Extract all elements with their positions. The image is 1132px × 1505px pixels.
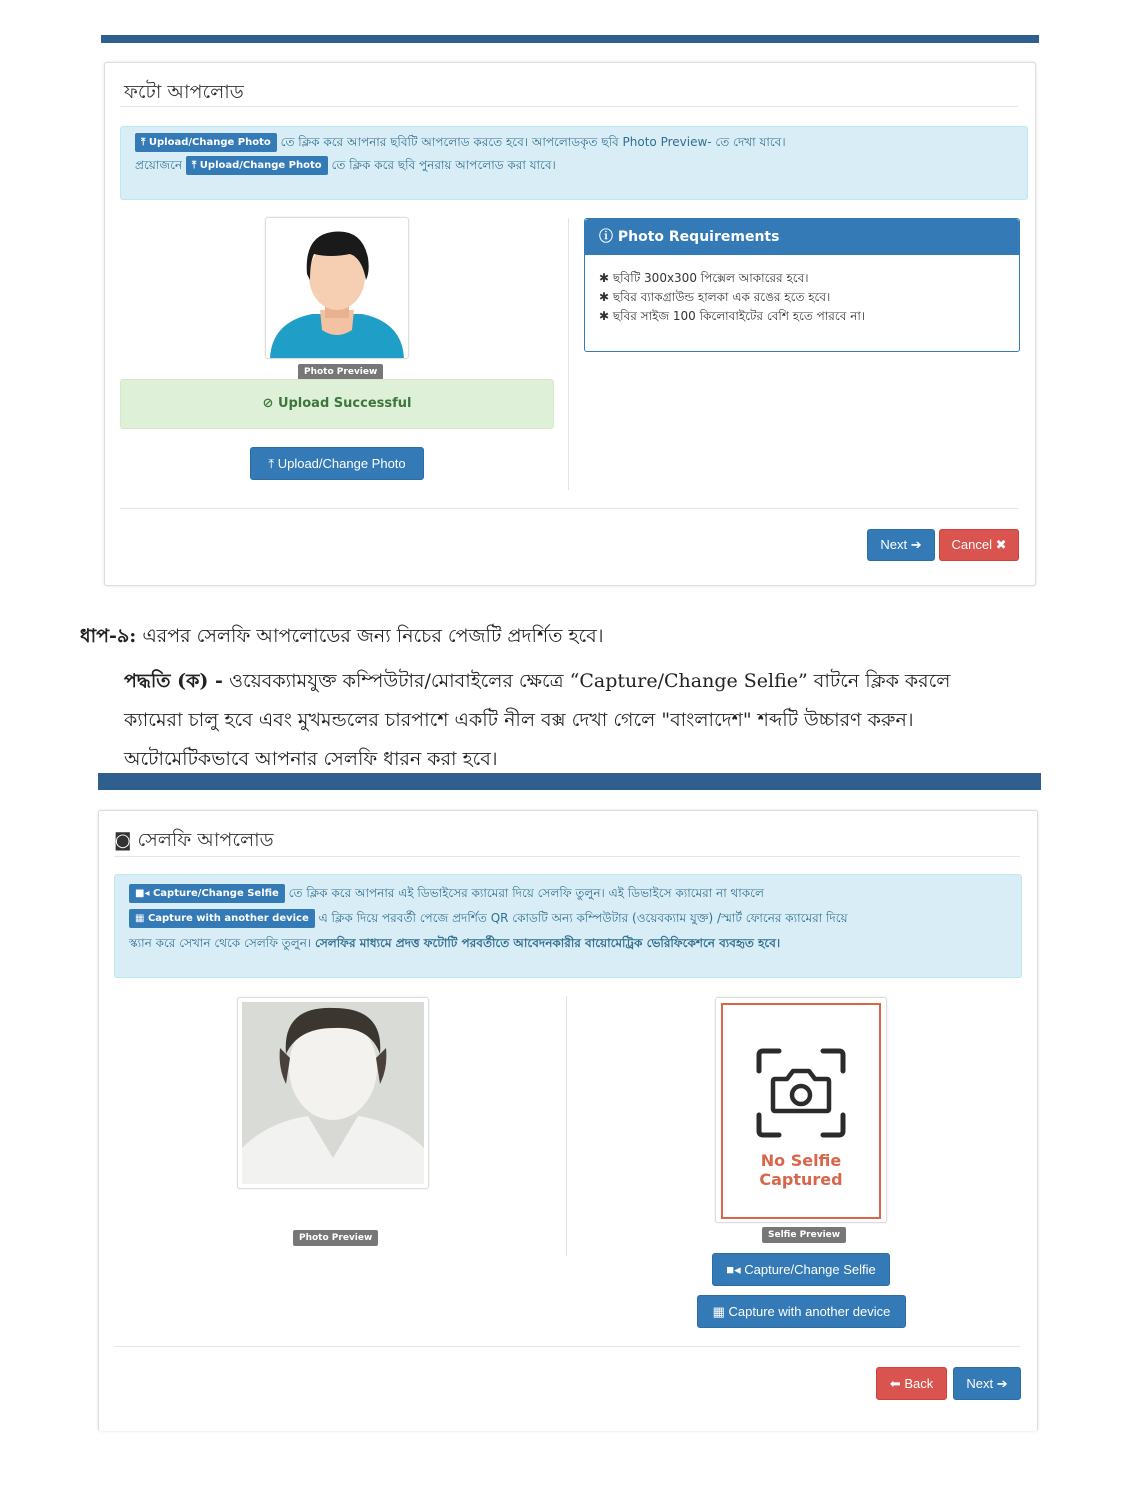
upload-success-alert: ⊘ Upload Successful bbox=[120, 379, 554, 429]
step-heading bbox=[80, 622, 603, 654]
qrcode-icon: ▦ bbox=[712, 1304, 725, 1319]
photo-preview-label: Photo Preview bbox=[298, 364, 383, 380]
avatar-icon bbox=[266, 218, 408, 358]
method-line-3: অটোমেটিকভাবে আপনার সেলফি ধারন করা হবে। bbox=[124, 748, 498, 770]
selfie-info-alert bbox=[114, 874, 1022, 978]
method-label: পদ্ধতি (ক) - bbox=[124, 670, 223, 692]
requirement-item: ✱ ছবির সাইজ 100 কিলোবাইটের বেশি হতে পারবে না। bbox=[599, 309, 866, 323]
info-text-2-prefix: প্রয়োজনে bbox=[135, 158, 183, 172]
info-text-2: তে ক্লিক করে ছবি পুনরায় আপলোড করা যাবে। bbox=[331, 158, 556, 172]
capture-another-device-button[interactable]: ▦ Capture with another device bbox=[697, 1295, 906, 1328]
requirements-list bbox=[585, 269, 1019, 326]
video-camera-icon: ■◂ bbox=[726, 1262, 741, 1277]
selfie-title-divider bbox=[114, 856, 1020, 857]
upload-change-photo-inline-button[interactable]: ⤒ Upload/Change Photo bbox=[135, 133, 277, 152]
info-text-1: তে ক্লিক করে আপনার ছবিটি আপলোড করতে হবে। আপলোডকৃত ছবি Photo Preview- তে দেখা যাবে। bbox=[280, 135, 786, 149]
user-photo-image bbox=[238, 998, 428, 1188]
photo-preview-frame bbox=[265, 217, 409, 359]
close-icon: ✖ bbox=[995, 537, 1007, 552]
selfie-info-text-1: তে ক্লিক করে আপনার এই ডিভাইসের ক্যামেরা দিয়ে সেলফি তুলুন। এই ডিভাইসে ক্যামেরা না থাকলে bbox=[288, 886, 764, 900]
capture-change-selfie-button[interactable]: ■◂ Capture/Change Selfie bbox=[712, 1253, 890, 1286]
step-label: ধাপ-৯: bbox=[80, 625, 137, 647]
method-line-2: ক্যামেরা চালু হবে এবং মুখমন্ডলের চারপাশে একটি নীল বক্স দেখা গেলে "বাংলাদেশ" শব্দটি উচ্চারণ করুন। bbox=[124, 709, 914, 731]
selfie-footer-divider bbox=[114, 1346, 1020, 1347]
method-line-1: ওয়েবক্যামযুক্ত কম্পিউটার/মোবাইলের ক্ষেত্রে “Capture/Change Selfie” বাটনে ক্লিক করলে bbox=[228, 670, 951, 692]
next-button[interactable]: Next ➔ bbox=[867, 529, 935, 561]
column-separator bbox=[568, 218, 569, 490]
photo-requirements-panel bbox=[584, 218, 1020, 352]
camera-icon: ◙ bbox=[114, 830, 132, 851]
selfie-page-title: ◙ সেলফি আপলোড bbox=[114, 829, 274, 851]
upload-change-photo-inline-button-2[interactable]: ⤒ Upload/Change Photo bbox=[186, 156, 328, 175]
selfie-info-text-3: স্ক্যান করে সেখান থেকে সেলফি তুলুন। bbox=[129, 936, 312, 950]
upload-icon: ⤒ bbox=[268, 456, 275, 471]
step-text: এরপর সেলফি আপলোডের জন্য নিচের পেজটি প্রদর্শিত হবে। bbox=[142, 625, 604, 647]
back-button[interactable]: ⬅ Back bbox=[876, 1367, 947, 1400]
capture-another-device-inline-button[interactable]: ▦ Capture with another device bbox=[129, 909, 315, 928]
selfie-preview-frame bbox=[715, 997, 887, 1223]
footer-divider bbox=[120, 508, 1018, 509]
upload-change-photo-button[interactable]: ⤒ Upload/Change Photo bbox=[250, 447, 424, 480]
title-divider bbox=[120, 106, 1018, 107]
no-selfie-box bbox=[721, 1003, 881, 1219]
cancel-button[interactable]: Cancel ✖ bbox=[939, 529, 1019, 561]
requirement-item: ✱ ছবিটি 300x300 পিক্সেল আকারের হবে। bbox=[599, 271, 809, 285]
no-selfie-text: No Selfie Captured bbox=[759, 1151, 843, 1189]
selfie-photo-preview-label: Photo Preview bbox=[293, 1230, 378, 1246]
arrow-right-icon: ➔ bbox=[996, 1376, 1008, 1391]
arrow-right-icon: ➔ bbox=[910, 537, 922, 552]
arrow-left-icon: ⬅ bbox=[889, 1376, 901, 1391]
selfie-info-text-2: এ ক্লিক দিয়ে পরবর্তী পেজে প্রদর্শিত QR কোডটি অন্য কম্পিউটার (ওয়েবক্যাম যুক্ত) /স্মার্ট ফোনের ক্যামেরা দিয়ে bbox=[318, 911, 848, 925]
method-paragraph bbox=[124, 662, 1060, 779]
selfie-photo-preview-frame bbox=[237, 997, 429, 1189]
requirements-heading: ⓘ Photo Requirements bbox=[585, 219, 1019, 255]
requirement-item: ✱ ছবির ব্যাকগ্রাউন্ড হালকা এক রঙের হতে হবে। bbox=[599, 290, 831, 304]
selfie-info-text-3-bold: সেলফির মাধ্যমে প্রদত্ত ফটোটি পরবর্তীতে আবেদনকারীর বায়োমেট্রিক ভেরিফিকেশনে ব্যবহৃত হবে। bbox=[315, 936, 781, 950]
top-bar-2 bbox=[98, 773, 1041, 790]
info-icon: ⓘ bbox=[599, 229, 613, 245]
page-title: ফটো আপলোড bbox=[124, 81, 244, 103]
selfie-next-button[interactable]: Next ➔ bbox=[953, 1367, 1021, 1400]
upload-info-alert bbox=[120, 126, 1028, 200]
selfie-column-separator bbox=[566, 996, 567, 1256]
selfie-preview-label: Selfie Preview bbox=[762, 1227, 846, 1243]
check-circle-icon: ⊘ bbox=[262, 396, 274, 411]
capture-selfie-inline-button[interactable]: ■◂ Capture/Change Selfie bbox=[129, 884, 285, 903]
camera-frame-icon bbox=[753, 1045, 849, 1141]
top-bar bbox=[101, 35, 1039, 43]
